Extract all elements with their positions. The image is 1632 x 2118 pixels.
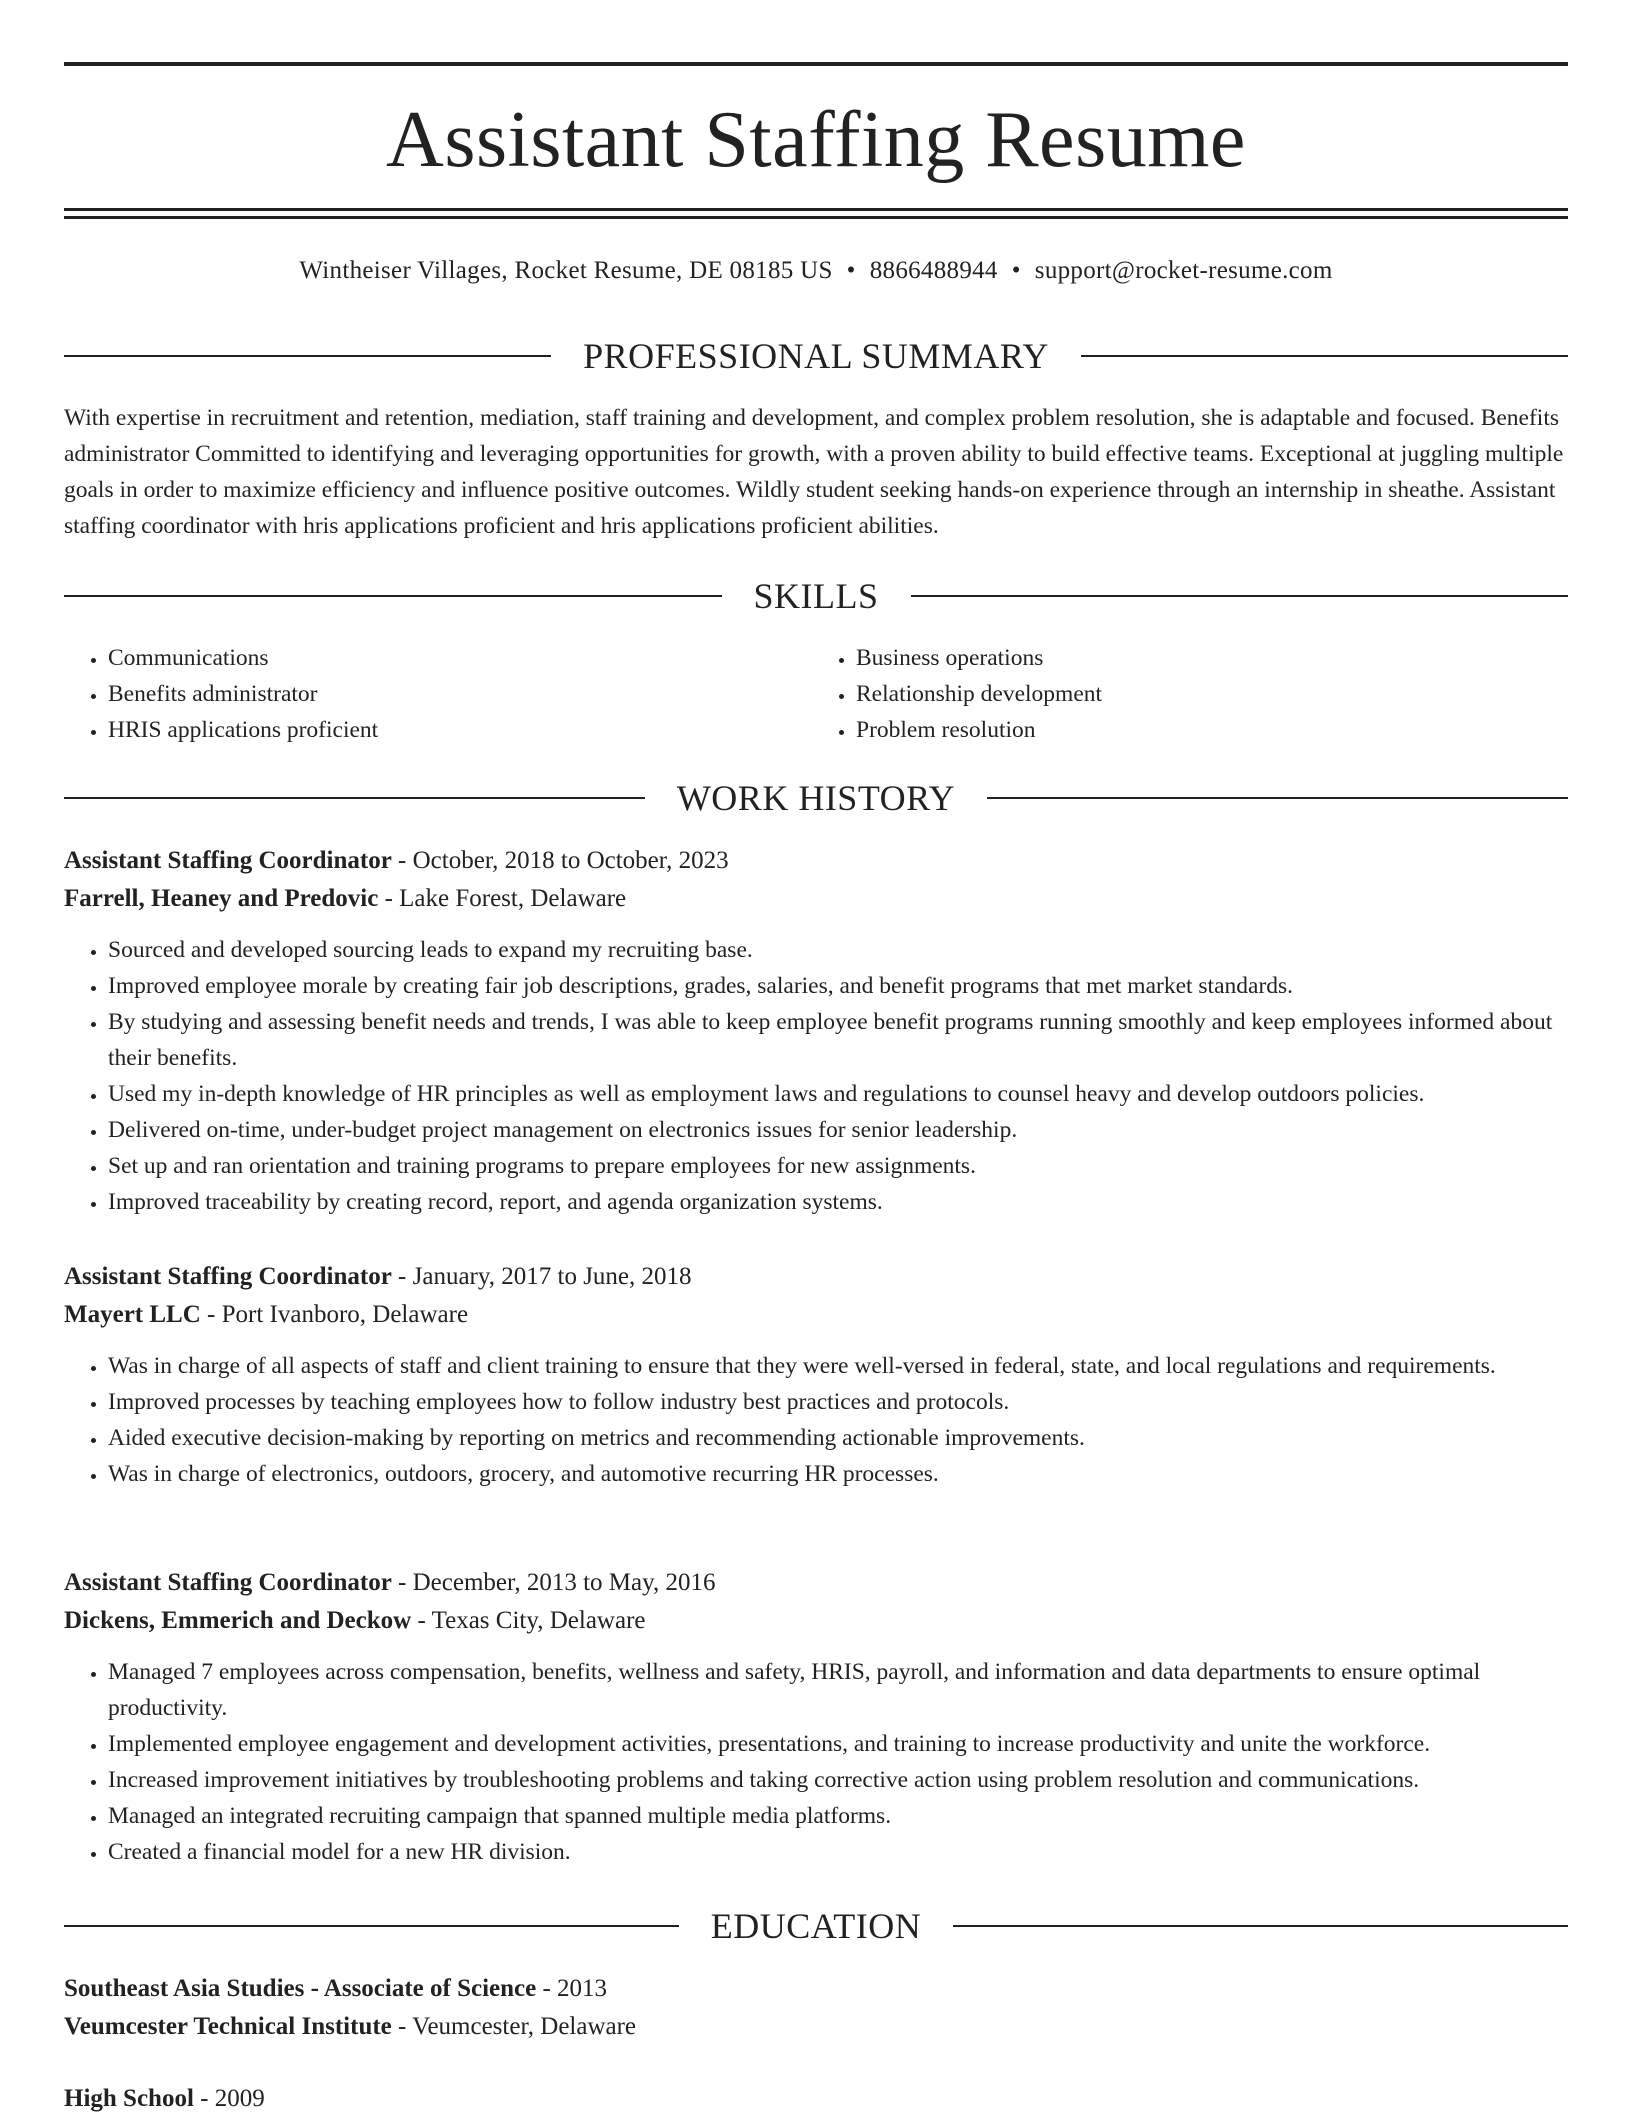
header-double-rule-top <box>64 208 1568 211</box>
skills-column-left <box>64 640 806 748</box>
skill-item: • Relationship development <box>856 676 1554 712</box>
heading-rule-right <box>1081 355 1568 357</box>
header-top-rule <box>64 62 1568 66</box>
contact-email: support@rocket-resume.com <box>1034 257 1333 284</box>
section-heading-skills <box>64 574 1568 618</box>
skill-item: • Problem resolution <box>856 712 1554 748</box>
job-bullets <box>64 932 1568 1220</box>
section-title: PROFESSIONAL SUMMARY <box>583 336 1049 376</box>
job-company-line <box>64 1296 1568 1334</box>
heading-rule-left <box>64 595 722 597</box>
contact-address: Wintheiser Villages, Rocket Resume, DE 08185 US <box>299 257 833 284</box>
job-entry <box>64 842 1568 1220</box>
education-year: - 2009 <box>193 2085 265 2112</box>
job-bullet: • Set up and ran orientation and training programs to prepare employees for new assignments. <box>108 1148 1568 1184</box>
education-school: Veumcester Technical Institute <box>64 2013 392 2040</box>
heading-rule-left <box>64 355 551 357</box>
contact-phone: 8866488944 <box>869 257 998 284</box>
skills-column-right <box>806 640 1554 748</box>
job-bullet: • Was in charge of all aspects of staff and client training to ensure that they were well-versed in federal, state, and local regulations and requirements. <box>108 1348 1568 1384</box>
job-location: - Texas City, Delaware <box>411 1607 646 1634</box>
section-title: EDUCATION <box>710 1906 922 1946</box>
job-company: Mayert LLC <box>64 1301 201 1328</box>
job-company: Dickens, Emmerich and Deckow <box>64 1607 412 1634</box>
section-heading-summary <box>64 334 1568 378</box>
job-bullet: • Created a financial model for a new HR division. <box>108 1834 1568 1870</box>
education-degree-line <box>64 2080 1568 2118</box>
skill-item: • Business operations <box>856 640 1554 676</box>
job-bullets <box>64 1654 1568 1870</box>
contact-line <box>64 254 1568 288</box>
job-bullet: • Delivered on-time, under-budget project management on electronics issues for senior leadership. <box>108 1112 1568 1148</box>
job-role: Assistant Staffing Coordinator <box>64 847 392 874</box>
heading-rule-right <box>911 595 1569 597</box>
education-degree: High School <box>64 2085 194 2112</box>
heading-rule-right <box>987 797 1568 799</box>
education-entry <box>64 2080 1568 2118</box>
summary-text: With expertise in recruitment and retention, mediation, staff training and development, and complex problem resolution, she is adaptable and focused. Benefits administrator Committed to identifying and leveraging opportunities for growth, with a proven ability to build effective teams. Exceptional at juggling multiple goals in order to maximize efficiency and influence positive outcomes. Wildly student seeking hands-on experience through an internship in sheathe. Assistant staffing coordinator with hris applications proficient and hris applications proficient abilities. <box>64 405 1564 539</box>
education-degree: Southeast Asia Studies - Associate of Science <box>64 1975 537 2002</box>
heading-rule-left <box>64 1925 679 1927</box>
section-title: SKILLS <box>753 576 879 616</box>
job-bullet: • Implemented employee engagement and development activities, presentations, and training to increase productivity and unite the workforce. <box>108 1726 1568 1762</box>
job-bullet: • Sourced and developed sourcing leads to expand my recruiting base. <box>108 932 1568 968</box>
job-company-line <box>64 880 1568 918</box>
job-title-line <box>64 1564 1568 1602</box>
job-location: - Port Ivanboro, Delaware <box>200 1301 469 1328</box>
education-location: - Veumcester, Delaware <box>391 2013 637 2040</box>
job-bullet: • Aided executive decision-making by reporting on metrics and recommending actionable improvements. <box>108 1420 1568 1456</box>
job-entry <box>64 1564 1568 1870</box>
skill-item: • Communications <box>108 640 806 676</box>
education-year: - 2013 <box>536 1975 608 2002</box>
job-dates: - January, 2017 to June, 2018 <box>391 1263 692 1290</box>
education-degree-line <box>64 1970 1568 2008</box>
header-double-rule-bottom <box>64 216 1568 219</box>
education-school-line <box>64 2008 1568 2046</box>
job-bullet: • Was in charge of electronics, outdoors, grocery, and automotive recurring HR processes. <box>108 1456 1568 1492</box>
section-heading-education <box>64 1904 1568 1948</box>
job-bullet: • Managed an integrated recruiting campaign that spanned multiple media platforms. <box>108 1798 1568 1834</box>
job-bullet: • Improved traceability by creating record, report, and agenda organization systems. <box>108 1184 1568 1220</box>
job-role: Assistant Staffing Coordinator <box>64 1569 392 1596</box>
section-title: WORK HISTORY <box>676 778 956 818</box>
job-bullets <box>64 1348 1568 1492</box>
job-entry <box>64 1258 1568 1492</box>
job-role: Assistant Staffing Coordinator <box>64 1263 392 1290</box>
job-bullet: • Used my in-depth knowledge of HR principles as well as employment laws and regulations to counsel heavy and develop outdoors policies. <box>108 1076 1568 1112</box>
heading-rule-right <box>953 1925 1568 1927</box>
heading-rule-left <box>64 797 645 799</box>
resume-title: Assistant Staffing Resume <box>386 96 1246 184</box>
section-heading-work <box>64 776 1568 820</box>
job-location: - Lake Forest, Delaware <box>378 885 627 912</box>
job-bullet: • By studying and assessing benefit needs and trends, I was able to keep employee benefit programs running smoothly and keep employees informed about their benefits. <box>108 1004 1568 1076</box>
job-title-line <box>64 1258 1568 1296</box>
job-bullet: • Increased improvement initiatives by troubleshooting problems and taking corrective action using problem resolution and communications. <box>108 1762 1568 1798</box>
contact-separator: • <box>1011 257 1021 284</box>
job-bullet: • Improved processes by teaching employees how to follow industry best practices and protocols. <box>108 1384 1568 1420</box>
skill-item: • Benefits administrator <box>108 676 806 712</box>
education-entry <box>64 1970 1568 2046</box>
job-bullet: • Managed 7 employees across compensation, benefits, wellness and safety, HRIS, payroll, and information and data departments to ensure optimal productivity. <box>108 1654 1568 1726</box>
job-dates: - December, 2013 to May, 2016 <box>391 1569 716 1596</box>
job-company: Farrell, Heaney and Predovic <box>64 885 379 912</box>
job-company-line <box>64 1602 1568 1640</box>
job-title-line <box>64 842 1568 880</box>
job-bullet: • Improved employee morale by creating fair job descriptions, grades, salaries, and benefit programs that met market standards. <box>108 968 1568 1004</box>
job-dates: - October, 2018 to October, 2023 <box>391 847 729 874</box>
skills-list <box>64 640 1568 748</box>
contact-separator: • <box>846 257 856 284</box>
skill-item: • HRIS applications proficient <box>108 712 806 748</box>
